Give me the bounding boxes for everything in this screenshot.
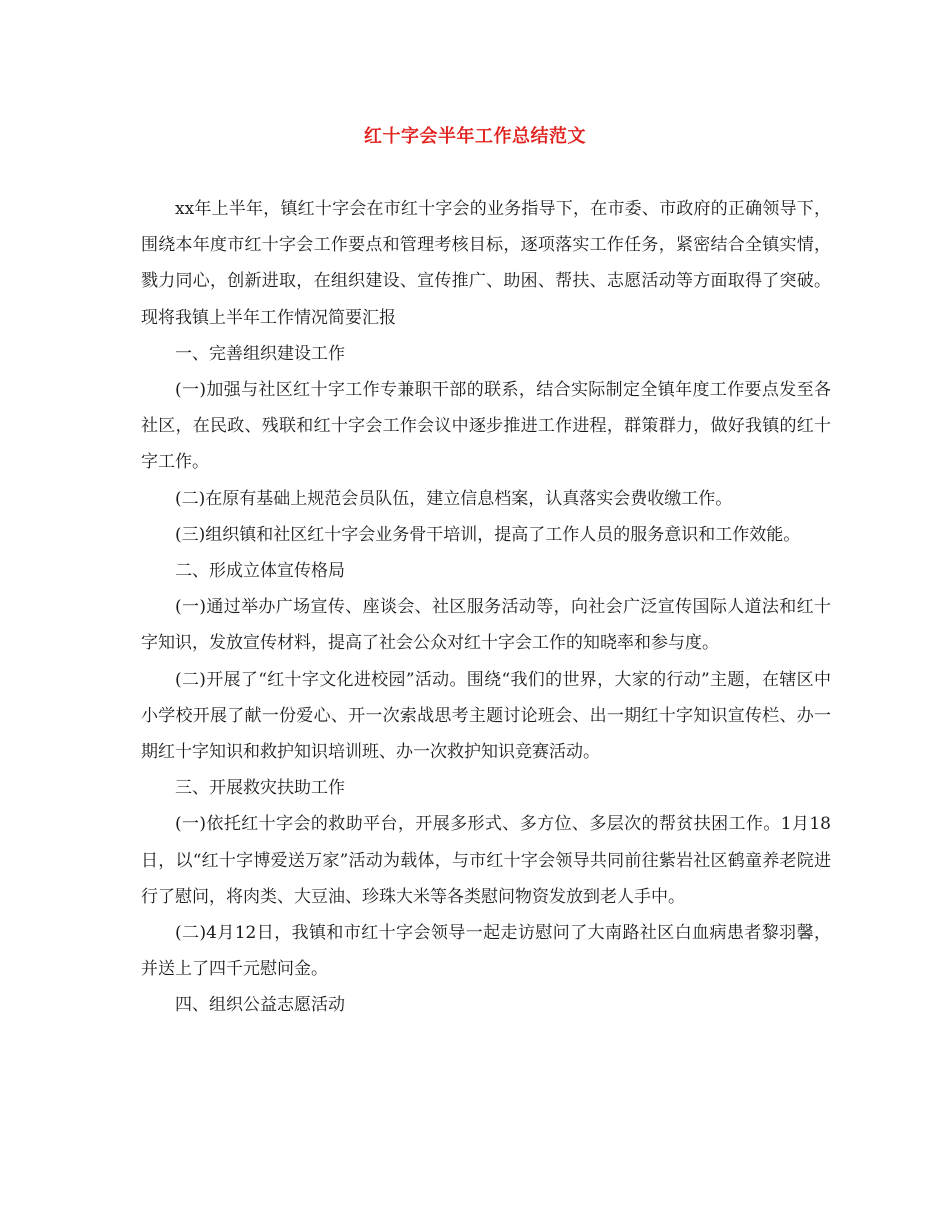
paragraph-2-2: (二)开展了“红十字文化进校园”活动。围绕“我们的世界，大家的行动”主题，在辖区中小学校开展了献一份爱心、开一次索战思考主题讨论班会、出一期红十字知识宣传栏、办一期红十字知识和救护知识培训班、办一次救护知识竞赛活动。: [141, 669, 831, 763]
paragraph-3-1: (一)依托红十字会的救助平台，开展多形式、多方位、多层次的帮贫扶困工作。1月18日，以“红十字博爱送万家”活动为载体，与市红十字会领导共同前往紫岩社区鹤童养老院进行了慰问，将肉类、大豆油、珍珠大米等各类慰问物资发放到老人手中。: [141, 814, 831, 907]
section-heading-3: 三、开展救灾扶助工作: [175, 778, 345, 799]
section-heading-1: 一、完善组织建设工作: [175, 343, 345, 364]
document-body: [141, 191, 831, 1024]
paragraph-1-1: (一)加强与社区红十字工作专兼职干部的联系，结合实际制定全镇年度工作要点发至各社区，在民政、残联和红十字会工作会议中逐步推进工作进程，群策群力，做好我镇的红十字工作。: [141, 380, 831, 473]
paragraph-1-3: (三)组织镇和社区红十字会业务骨干培训，提高了工作人员的服务意识和工作效能。: [175, 524, 801, 545]
section-heading-2: 二、形成立体宣传格局: [175, 561, 345, 582]
paragraph-1-2: (二)在原有基础上规范会员队伍，建立信息档案，认真落实会费收缴工作。: [175, 488, 733, 509]
paragraph-2-1: (一)通过举办广场宣传、座谈会、社区服务活动等，向社会广泛宣传国际人道法和红十字知识，发放宣传材料，提高了社会公众对红十字会工作的知晓率和参与度。: [141, 597, 831, 654]
paragraph-intro: xx年上半年，镇红十字会在市红十字会的业务指导下，在市委、市政府的正确领导下，围绕本年度市红十字会工作要点和管理考核目标，逐项落实工作任务，紧密结合全镇实情，戮力同心，创新进取，在组织建设、宣传推广、助困、帮扶、志愿活动等方面取得了突破。现将我镇上半年工作情况简要汇报: [141, 199, 831, 328]
document-title: 红十字会半年工作总结范文: [364, 126, 586, 147]
section-heading-4: 四、组织公益志愿活动: [175, 995, 345, 1016]
paragraph-3-2: (二)4月12日，我镇和市红十字会领导一起走访慰问了大南路社区白血病患者黎羽馨，并送上了四千元慰问金。: [141, 923, 831, 980]
